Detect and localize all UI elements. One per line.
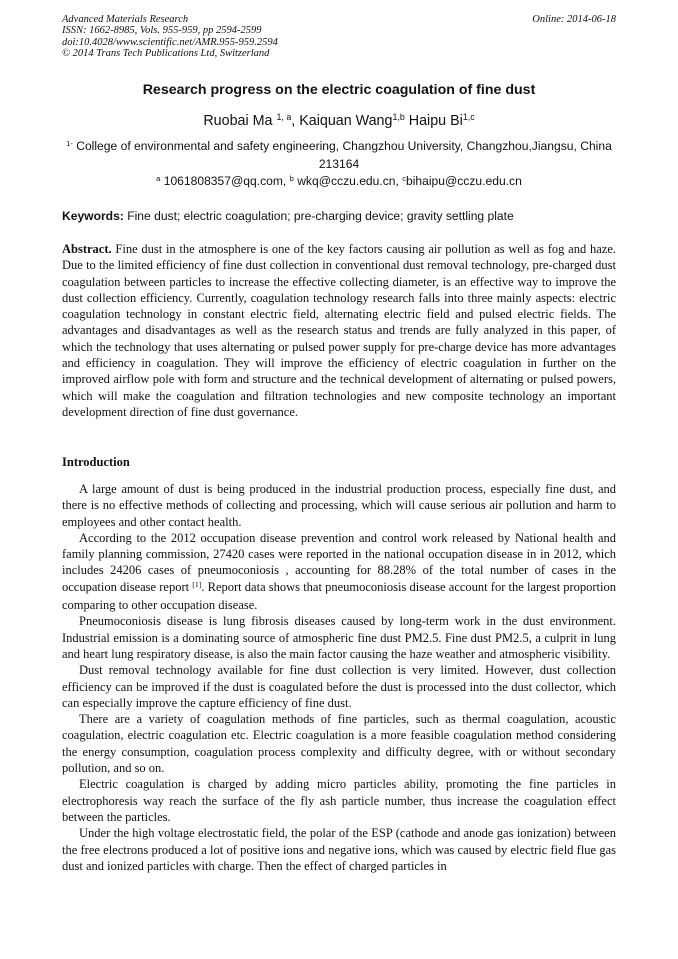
author-affiliation-mark: 1, a xyxy=(276,112,292,123)
author-name: Haipu Bi xyxy=(408,113,463,129)
email-c: bihaipu@cczu.edu.cn xyxy=(405,174,522,188)
paragraph: Pneumoconiosis disease is lung fibrosis diseases caused by long-term work in the dust environment. Industrial emission is a dominating source of atmospheric fine dust PM2.5. Fine dust PM2.5, a culprit in lung and heart lung respiratory disease, is also the main factor causing the haze weather and atmospheric visibility. xyxy=(62,614,616,661)
paragraph-text: . Report data shows that pneumoconiosis disease account for the largest proportion comparing to other occupation disease. xyxy=(62,579,616,613)
citation-ref: [1] xyxy=(192,579,202,589)
author-affiliation-mark: 1,c xyxy=(462,112,475,123)
paragraph: A large amount of dust is being produced in the industrial production process, especially fine dust, and there is no effective methods of collecting and processing, which will cause serious air pollution and harm to employees and other contact health. xyxy=(62,482,616,529)
doi-line: doi:10.4028/www.scientific.net/AMR.955-959.2594 xyxy=(62,36,278,48)
online-date: Online: 2014-06-18 xyxy=(532,14,616,25)
paragraph: Electric coagulation is charged by adding micro particles ability, promoting the fine particles in electrophoresis way reach the surface of the fly ash particle number, thus increase the coagulation effect between the particles. xyxy=(62,777,616,824)
introduction-body xyxy=(62,481,616,874)
keywords-label: Keywords: xyxy=(62,209,124,223)
affiliation xyxy=(62,138,616,172)
paragraph: Under the high voltage electrostatic field, the polar of the ESP (cathode and anode gas ionization) between the free electrons produced a lot of positive ions and negative ions, which was caused by electric field flue gas dust and ionized particles with charge. Then the effect of charged particles in xyxy=(62,826,616,873)
email-list xyxy=(62,174,616,188)
abstract-label: Abstract. xyxy=(62,242,112,256)
author-list: Ruobai Ma $^{1, a}$, Kaiquan Wang$^{1,b}$ Haipu Bi$^{1,c}$ xyxy=(203,112,475,129)
email-a: 1061808357@qq.com, xyxy=(163,174,290,188)
author-affiliation-mark: 1,b xyxy=(392,112,405,123)
affiliation-text: College of environmental and safety engineering, Changzhou University, Changzhou,Jiangsu, China 213164 xyxy=(76,139,612,171)
journal-header xyxy=(62,14,616,60)
keywords xyxy=(62,209,616,223)
paragraph-text: According to the 2012 occupation disease prevention and control work released by National health and family planning commission, 27420 cases were reported in the national occupation disease in in 2012, which includes 24206 cases of pneumoconiosis , accounting for 88.28% of the total number of cases in the occupation disease report xyxy=(62,530,616,594)
email-mark: a xyxy=(156,173,161,183)
paper-title: Research progress on the electric coagulation of fine dust xyxy=(142,82,536,98)
paragraph: Dust removal technology available for fine dust collection is very limited. However, dust collection efficiency can be improved if the dust is coagulated before the dust is processed into the dust collector, which can especially improve the capture efficiency of fine dust. xyxy=(62,663,616,710)
email-mark: b xyxy=(289,173,294,183)
paragraph: There are a variety of coagulation methods of fine particles, such as thermal coagulation, acoustic coagulation, electric coagulation etc. Electric coagulation is a more feasible coagulation method considering the energy consumption, coagulation process complexity and difficulty degree, with or without secondary pollution, and so on. xyxy=(62,712,616,776)
keywords-text: Fine dust; electric coagulation; pre-charging device; gravity settling plate xyxy=(127,209,514,223)
abstract xyxy=(62,241,616,420)
email-b: wkq@cczu.edu.cn, xyxy=(297,174,403,188)
section-heading: Introduction xyxy=(62,455,130,469)
email-mark: c xyxy=(402,173,406,183)
affiliation-mark: 1- xyxy=(66,138,73,148)
journal-name: Advanced Materials Research xyxy=(62,14,189,25)
issn-line: ISSN: 1662-8985, Vols. 955-959, pp 2594-2599 xyxy=(62,25,262,37)
author-name: Kaiquan Wang xyxy=(299,113,393,129)
copyright-line: © 2014 Trans Tech Publications Ltd, Switzerland xyxy=(62,48,270,60)
abstract-text: Fine dust in the atmosphere is one of the key factors causing air pollution as well as fog and haze. Due to the limited efficiency of fine dust collection in conventional dust removal technology, pre-charged dust coagulation between particles to increase the effective collecting diameter, is an effective way to improve the dust collection efficiency. Currently, coagulation technology research falls into three mainly aspects: electric coagulation technology in constant electric field, alternating electric field and pulsed electric fields. The advantages and disadvantages as well as the research status and trends are fully analyzed in this paper, of which the technology that uses alternating or pulsed power supply for pre-charge device has more advantages and efficiency in coagulation. They will improve the efficiency of electric coagulation in further on the improved airflow pole with form and structure and the technical development of alternating or pulsed powers, which will make the coagulation and filtration technologies and new composite technology an important development direction of fine dust governance. xyxy=(62,242,616,419)
author-name: Ruobai Ma xyxy=(203,113,273,129)
paragraph xyxy=(62,530,616,613)
